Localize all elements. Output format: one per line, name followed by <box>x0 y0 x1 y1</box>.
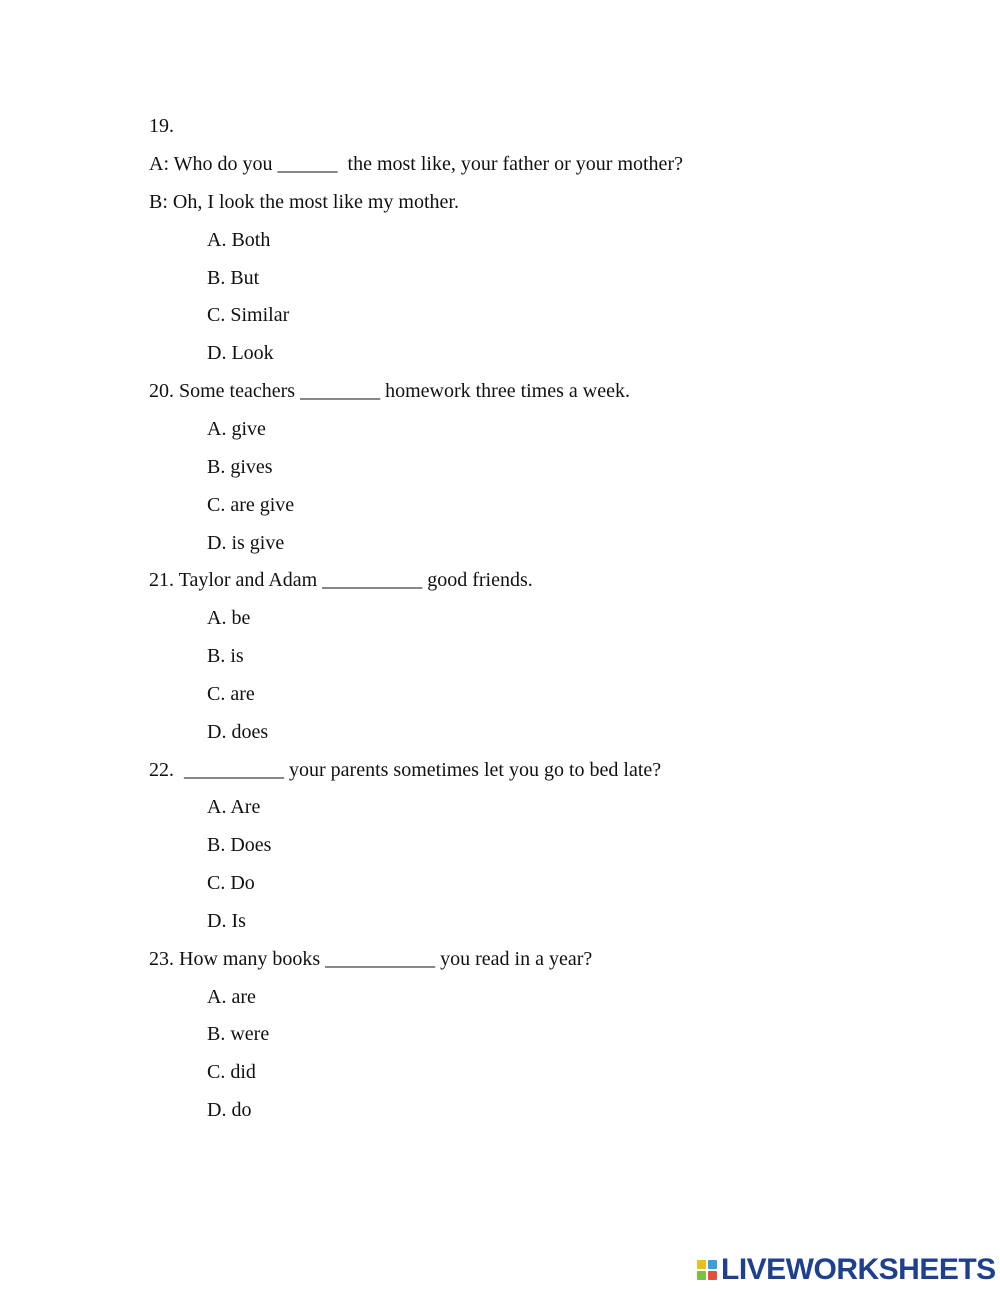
question-19-number: 19. <box>149 115 174 137</box>
liveworksheets-logo <box>697 1254 996 1286</box>
question-19-option-d[interactable]: D. Look <box>207 342 274 364</box>
question-21: 21. Taylor and Adam __________ good friends. <box>149 569 533 591</box>
question-23-option-a[interactable]: A. are <box>207 986 256 1008</box>
question-22-option-c[interactable]: C. Do <box>207 872 255 894</box>
question-23: 23. How many books ___________ you read in a year? <box>149 948 593 970</box>
question-20-option-a[interactable]: A. give <box>207 418 266 440</box>
question-20-option-b[interactable]: B. gives <box>207 456 273 478</box>
logo-mark-icon <box>697 1260 717 1280</box>
question-19-dialog-a: A: Who do you ______ the most like, your father or your mother? <box>149 153 683 175</box>
question-22-option-b[interactable]: B. Does <box>207 834 272 856</box>
logo-text: LIVEWORKSHEETS <box>721 1253 996 1286</box>
question-21-option-a[interactable]: A. be <box>207 607 251 629</box>
logo-mark-square-1 <box>697 1260 706 1269</box>
question-21-option-b[interactable]: B. is <box>207 645 244 667</box>
question-20-option-d[interactable]: D. is give <box>207 532 285 554</box>
question-23-option-d[interactable]: D. do <box>207 1099 252 1121</box>
question-19-option-c[interactable]: C. Similar <box>207 304 290 326</box>
logo-mark-square-2 <box>708 1260 717 1269</box>
question-21-option-c[interactable]: C. are <box>207 683 255 705</box>
question-19-option-a[interactable]: A. Both <box>207 229 271 251</box>
question-22: 22. __________ your parents sometimes let you go to bed late? <box>149 759 662 781</box>
question-19-dialog-b: B: Oh, I look the most like my mother. <box>149 191 459 213</box>
question-21-option-d[interactable]: D. does <box>207 721 269 743</box>
question-20-option-c[interactable]: C. are give <box>207 494 295 516</box>
question-22-option-a[interactable]: A. Are <box>207 796 261 818</box>
logo-mark-square-3 <box>697 1271 706 1280</box>
question-22-option-d[interactable]: D. Is <box>207 910 246 932</box>
question-23-option-b[interactable]: B. were <box>207 1023 270 1045</box>
question-23-option-c[interactable]: C. did <box>207 1061 256 1083</box>
logo-mark-square-4 <box>708 1271 717 1280</box>
question-19-option-b[interactable]: B. But <box>207 267 260 289</box>
question-20: 20. Some teachers ________ homework three times a week. <box>149 380 630 402</box>
